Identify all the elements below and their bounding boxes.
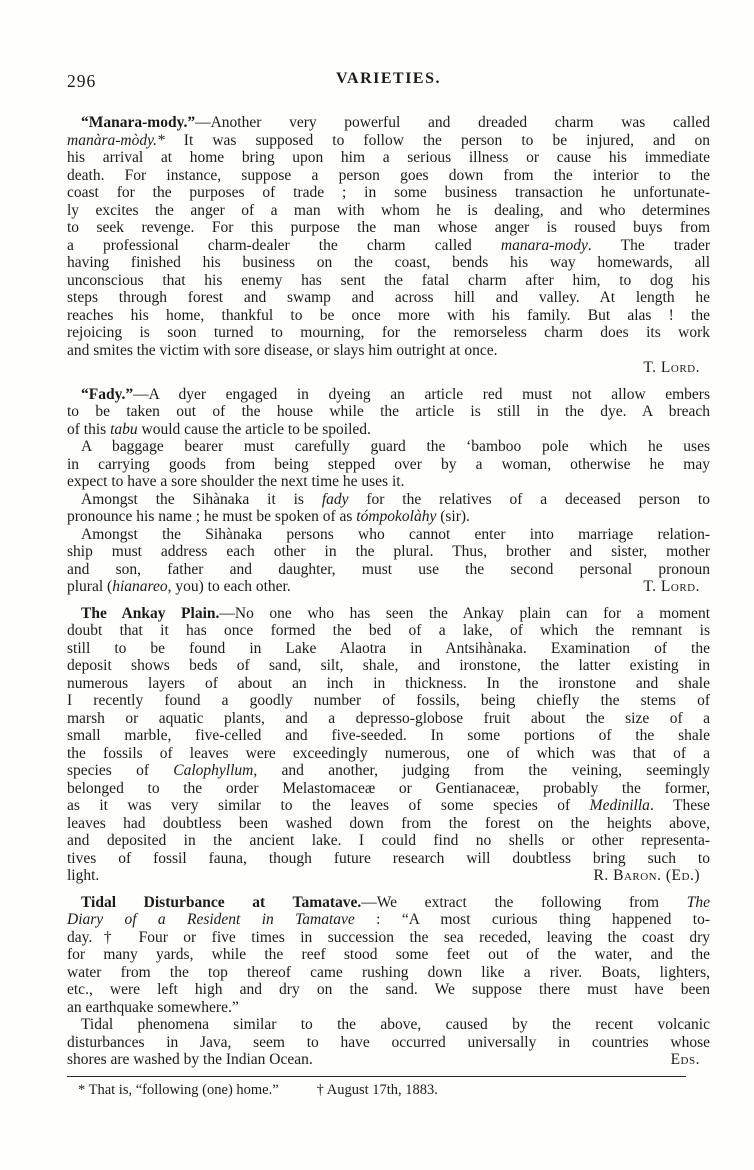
line-text: the fossils of leaves were exceedingly numerous, one of which was that of a bbox=[67, 744, 710, 762]
line-text: coast for the purposes of trade ; in some business transaction he unfortunate- bbox=[67, 184, 710, 201]
text-line bbox=[67, 508, 710, 526]
text-line bbox=[67, 421, 710, 439]
line-text: ship must address each other in the plural. Thus, brother and sister, mother bbox=[67, 543, 710, 560]
line-text: and smites the victim with sore disease, or slays him outright at once. bbox=[67, 341, 498, 359]
text-line bbox=[67, 929, 710, 947]
text-line bbox=[67, 526, 710, 544]
signature: Eds. bbox=[670, 1051, 700, 1068]
line-text: unconscious that his enemy has sent the fatal charm after him, to dog his bbox=[67, 271, 710, 289]
document-body bbox=[67, 114, 710, 1069]
text-line bbox=[67, 1016, 710, 1034]
text-line bbox=[67, 832, 710, 850]
text-line bbox=[67, 797, 710, 815]
text-line bbox=[67, 149, 710, 167]
text-line bbox=[67, 727, 710, 745]
text-line bbox=[67, 386, 710, 404]
text-line bbox=[67, 850, 710, 868]
line-text: doubt that it has once formed the bed of a lake, of which the remnant is bbox=[67, 622, 710, 639]
text-line bbox=[67, 815, 710, 833]
line-text: deposit shows beds of sand, silt, shale, and ironstone, the latter existing in bbox=[67, 657, 710, 674]
text-line bbox=[67, 254, 710, 272]
text-line bbox=[67, 473, 710, 491]
paragraph bbox=[67, 526, 710, 596]
text-line bbox=[67, 692, 710, 710]
line-text: numerous layers of about an inch in thickness. In the ironstone and shale bbox=[67, 674, 710, 692]
footnote-asterisk: * That is, “following (one) home.” bbox=[78, 1081, 279, 1098]
line-text: “Fady.”—A dyer engaged in dyeing an article red must not allow embers bbox=[81, 385, 710, 403]
line-text: Tidal Disturbance at Tamatave.—We extract the following from The bbox=[81, 893, 710, 911]
page-number: 296 bbox=[67, 71, 97, 91]
line-text: Amongst the Sihànaka persons who cannot enter into marriage relation- bbox=[81, 525, 710, 543]
section bbox=[67, 114, 710, 377]
text-line bbox=[67, 219, 710, 237]
footnote-rule bbox=[67, 1076, 686, 1077]
text-line bbox=[67, 710, 710, 728]
line-text: reaches his home, thankful to be once more with his family. But alas ! the bbox=[67, 306, 710, 324]
text-line bbox=[67, 543, 710, 561]
line-text: Tidal phenomena similar to the above, caused by the recent volcanic bbox=[81, 1016, 710, 1033]
text-line bbox=[67, 946, 710, 964]
line-text: tives of fossil fauna, though future research will doubtless bring such to bbox=[67, 849, 710, 867]
footnote-dagger: † August 17th, 1883. bbox=[316, 1081, 438, 1098]
line-text: I recently found a goodly number of fossils, being chiefly the stems of bbox=[67, 692, 710, 709]
line-text: Amongst the Sihànaka it is fady for the relatives of a deceased person to bbox=[81, 490, 710, 508]
line-text: water from the top thereof came rushing down like a river. Boats, lighters, bbox=[67, 963, 710, 981]
text-line bbox=[67, 981, 710, 999]
line-text: and son, father and daughter, must use the second personal pronoun bbox=[67, 560, 710, 578]
text-line bbox=[67, 964, 710, 982]
text-line bbox=[67, 657, 710, 675]
line-text: A baggage bearer must carefully guard the ‘bamboo pole which he uses bbox=[81, 438, 710, 455]
line-text: in carrying goods from being stepped over by a woman, otherwise he may bbox=[67, 455, 710, 473]
signature: R. Baron. (Ed.) bbox=[593, 867, 700, 884]
line-text: a professional charm-dealer the charm called manara-mody. The trader bbox=[67, 236, 710, 254]
line-text: and deposited in the ancient lake. I could find no shells or other representa- bbox=[67, 832, 710, 849]
paragraph bbox=[67, 1016, 710, 1069]
section bbox=[67, 386, 710, 596]
signature: T. Lord. bbox=[643, 578, 700, 595]
footnote bbox=[67, 1082, 710, 1099]
line-text: for many yards, while the reef stood some feet out of the water, and the bbox=[67, 946, 710, 963]
line-text: steps through forest and swamp and across hill and valley. At length he bbox=[67, 289, 710, 306]
line-text: belonged to the order Melastomaceæ or Gentianaceæ, probably the former, bbox=[67, 779, 710, 797]
line-text: light. bbox=[67, 867, 100, 884]
line-text: leaves had doubtless been washed down from the forest on the heights above, bbox=[67, 814, 710, 832]
line-text: ly excites the anger of a man with whom he is dealing, and who determines bbox=[67, 201, 710, 219]
text-line bbox=[67, 359, 710, 377]
text-line bbox=[67, 605, 710, 623]
line-text: day.† Four or five times in succession the sea receded, leaving the coast dry bbox=[67, 928, 710, 946]
text-line bbox=[67, 184, 710, 202]
line-text: expect to have a sore shoulder the next time he uses it. bbox=[67, 473, 405, 490]
text-line bbox=[67, 780, 710, 798]
text-line bbox=[67, 1051, 710, 1069]
line-text: manàra-mòdy.* It was supposed to follow the person to be injured, and on bbox=[67, 131, 710, 149]
text-line bbox=[67, 1034, 710, 1052]
text-line bbox=[67, 867, 710, 885]
line-text: his arrival at home bring upon him a serious illness or cause his immediate bbox=[67, 149, 710, 166]
line-text: marsh or aquatic plants, and a depresso-globose fruit about the size of a bbox=[67, 709, 710, 727]
text-line bbox=[67, 167, 710, 185]
line-text: an earthquake somewhere.” bbox=[67, 998, 239, 1016]
line-text: etc., were left high and dry on the sand. We suppose there must have been bbox=[67, 981, 710, 998]
text-line bbox=[67, 561, 710, 579]
line-text: Diary of a Resident in Tamatave : “A most curious thing happened to- bbox=[67, 911, 710, 928]
section bbox=[67, 894, 710, 1069]
line-text: to seek revenge. For this purpose the man whose anger is roused buys from bbox=[67, 219, 710, 236]
line-text: species of Calophyllum, and another, judging from the veining, seemingly bbox=[67, 762, 710, 779]
line-text: small marble, five-celled and five-seeded. In some portions of the shale bbox=[67, 727, 710, 744]
line-text: pronounce his name ; he must be spoken of as tómpokolàhy (sir). bbox=[67, 508, 470, 525]
line-text: to be taken out of the house while the article is still in the dye. A breach bbox=[67, 403, 710, 420]
paragraph bbox=[67, 438, 710, 491]
line-text: of this tabu would cause the article to be spoiled. bbox=[67, 420, 371, 438]
text-line bbox=[67, 289, 710, 307]
line-text: death. For instance, suppose a person goes down from the interior to the bbox=[67, 166, 710, 184]
text-line bbox=[67, 999, 710, 1017]
line-text: The Ankay Plain.—No one who has seen the Ankay plain can for a moment bbox=[81, 604, 710, 622]
text-line bbox=[67, 578, 710, 596]
text-line bbox=[67, 272, 710, 290]
text-line bbox=[67, 202, 710, 220]
text-line bbox=[67, 237, 710, 255]
text-line bbox=[67, 456, 710, 474]
text-line bbox=[67, 403, 710, 421]
text-line bbox=[67, 307, 710, 325]
page-content bbox=[67, 70, 710, 1099]
paragraph bbox=[67, 114, 710, 377]
paragraph bbox=[67, 386, 710, 439]
text-line bbox=[67, 114, 710, 132]
line-text: disturbances in Java, seem to have occurred universally in countries whose bbox=[67, 1033, 710, 1051]
text-line bbox=[67, 640, 710, 658]
text-line bbox=[67, 342, 710, 360]
text-line bbox=[67, 438, 710, 456]
section bbox=[67, 605, 710, 885]
line-text: plural (hianareo, you) to each other. bbox=[67, 578, 291, 595]
page-title: VARIETIES. bbox=[336, 70, 441, 87]
page-header bbox=[67, 70, 710, 94]
text-line bbox=[67, 911, 710, 929]
text-line bbox=[67, 675, 710, 693]
text-line bbox=[67, 745, 710, 763]
paragraph bbox=[67, 605, 710, 885]
line-text: shores are washed by the Indian Ocean. bbox=[67, 1051, 313, 1068]
text-line bbox=[67, 622, 710, 640]
line-text: “Manara-mody.”—Another very powerful and dreaded charm was called bbox=[81, 114, 710, 131]
text-line bbox=[67, 491, 710, 509]
text-line bbox=[67, 324, 710, 342]
paragraph bbox=[67, 491, 710, 526]
text-line bbox=[67, 894, 710, 912]
line-text: as it was very similar to the leaves of some species of Medinilla. These bbox=[67, 797, 710, 814]
line-text: rejoicing is soon turned to mourning, for the remorseless charm does its work bbox=[67, 324, 710, 341]
text-line bbox=[67, 762, 710, 780]
text-line bbox=[67, 132, 710, 150]
paragraph bbox=[67, 894, 710, 1017]
signature: T. Lord. bbox=[643, 359, 700, 376]
line-text: having finished his business on the coast, bends his way homewards, all bbox=[67, 254, 710, 271]
line-text: still to be found in Lake Alaotra in Antsihànaka. Examination of the bbox=[67, 639, 710, 657]
